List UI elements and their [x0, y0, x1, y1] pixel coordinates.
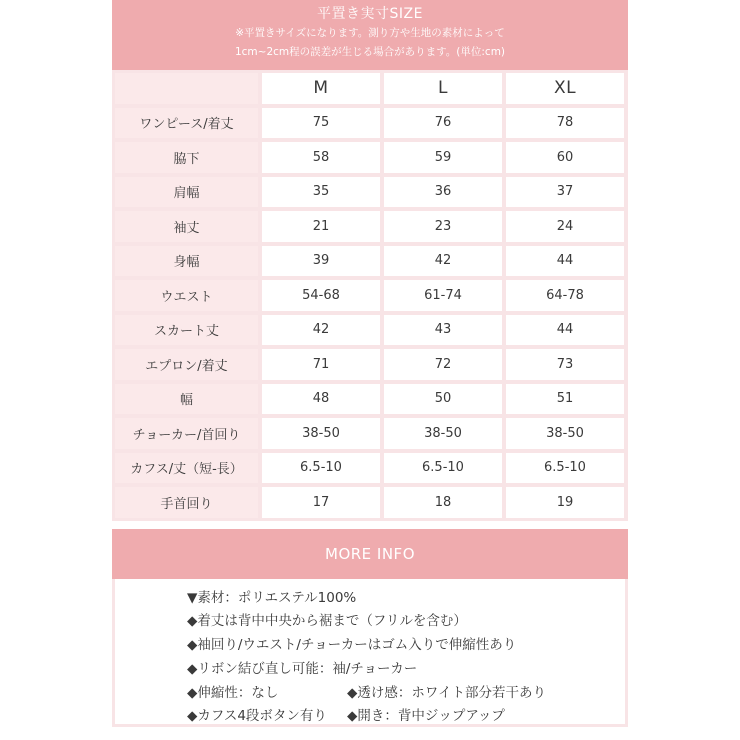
table-row — [112, 418, 628, 449]
size-value-cell: 6.5-10 — [384, 453, 502, 484]
size-value-cell: 60 — [506, 142, 624, 173]
size-value-cell: 61-74 — [384, 280, 502, 311]
table-row — [112, 280, 628, 311]
info-line-4: ◆リボン結び直し可能：袖/チョーカー — [187, 660, 418, 677]
size-value-cell: 6.5-10 — [506, 453, 624, 484]
size-value-cell: 35 — [262, 177, 380, 208]
size-value-cell: 44 — [506, 315, 624, 346]
size-value-cell: 78 — [506, 108, 624, 139]
size-value-cell: 38-50 — [506, 418, 624, 449]
size-value-cell: 38-50 — [384, 418, 502, 449]
row-label: ウエスト — [115, 280, 258, 311]
size-header-xl: XL — [506, 73, 624, 104]
table-row — [112, 246, 628, 277]
size-value-cell: 24 — [506, 211, 624, 242]
size-header — [112, 0, 628, 70]
size-value-cell: 38-50 — [262, 418, 380, 449]
info-line-6a: ◆カフス4段ボタン有り — [187, 708, 327, 725]
size-value-cell: 42 — [262, 315, 380, 346]
table-row — [112, 453, 628, 484]
header-label-cell — [115, 73, 258, 104]
row-label: ワンピース/着丈 — [115, 108, 258, 139]
size-value-cell: 54-68 — [262, 280, 380, 311]
info-line-5b: ◆透け感：ホワイト部分若干あり — [347, 684, 546, 701]
size-value-cell: 76 — [384, 108, 502, 139]
size-value-cell: 17 — [262, 487, 380, 518]
table-row — [112, 315, 628, 346]
size-chart — [112, 0, 628, 727]
size-value-cell: 59 — [384, 142, 502, 173]
size-value-cell: 51 — [506, 384, 624, 415]
size-value-cell: 43 — [384, 315, 502, 346]
size-value-cell: 23 — [384, 211, 502, 242]
info-line-5a: ◆伸縮性：なし — [187, 684, 279, 701]
row-label: カフス/丈（短-長） — [115, 453, 258, 484]
size-value-cell: 6.5-10 — [262, 453, 380, 484]
table-row — [112, 384, 628, 415]
size-value-cell: 37 — [506, 177, 624, 208]
size-header-l: L — [384, 73, 502, 104]
row-label: 幅 — [115, 384, 258, 415]
size-value-cell: 44 — [506, 246, 624, 277]
table-row — [112, 108, 628, 139]
table-row — [112, 487, 628, 518]
size-value-cell: 19 — [506, 487, 624, 518]
size-value-cell: 36 — [384, 177, 502, 208]
row-label: 肩幅 — [115, 177, 258, 208]
row-label: 手首回り — [115, 487, 258, 518]
size-value-cell: 64-78 — [506, 280, 624, 311]
row-label: エプロン/着丈 — [115, 349, 258, 380]
info-line-3: ◆袖回り/ウエスト/チョーカーはゴム入りで伸縮性あり — [187, 637, 517, 654]
row-label: 身幅 — [115, 246, 258, 277]
size-table-header-row — [112, 73, 628, 104]
table-row — [112, 349, 628, 380]
row-label: 袖丈 — [115, 211, 258, 242]
table-row — [112, 142, 628, 173]
size-table — [112, 70, 628, 521]
more-info-body — [112, 579, 628, 727]
size-note-line2: 1cm~2cm程の誤差が生じる場合があります。(単位:cm) — [234, 46, 506, 58]
size-header-m: M — [262, 73, 380, 104]
size-value-cell: 21 — [262, 211, 380, 242]
size-value-cell: 48 — [262, 384, 380, 415]
size-value-cell: 73 — [506, 349, 624, 380]
size-value-cell: 58 — [262, 142, 380, 173]
size-value-cell: 42 — [384, 246, 502, 277]
info-line-2: ◆着丈は背中中央から裾まで（フリルを含む） — [187, 613, 467, 630]
size-value-cell: 71 — [262, 349, 380, 380]
table-row — [112, 211, 628, 242]
size-value-cell: 75 — [262, 108, 380, 139]
size-value-cell: 50 — [384, 384, 502, 415]
size-note-line1: ※平置きサイズになります。測り方や生地の素材によって — [235, 27, 505, 39]
info-line-1: ▼素材：ポリエステル100% — [187, 589, 357, 606]
info-line-6 — [187, 705, 625, 729]
table-row — [112, 177, 628, 208]
info-line-6b: ◆開き：背中ジップアップ — [347, 708, 505, 725]
row-label: 脇下 — [115, 142, 258, 173]
size-value-cell: 72 — [384, 349, 502, 380]
row-label: スカート丈 — [115, 315, 258, 346]
info-line-5 — [187, 682, 625, 706]
size-title: 平置き実寸SIZE — [317, 6, 423, 22]
size-value-cell: 18 — [384, 487, 502, 518]
row-label: チョーカー/首回り — [115, 418, 258, 449]
size-value-cell: 39 — [262, 246, 380, 277]
more-info-title: MORE INFO — [112, 529, 628, 579]
